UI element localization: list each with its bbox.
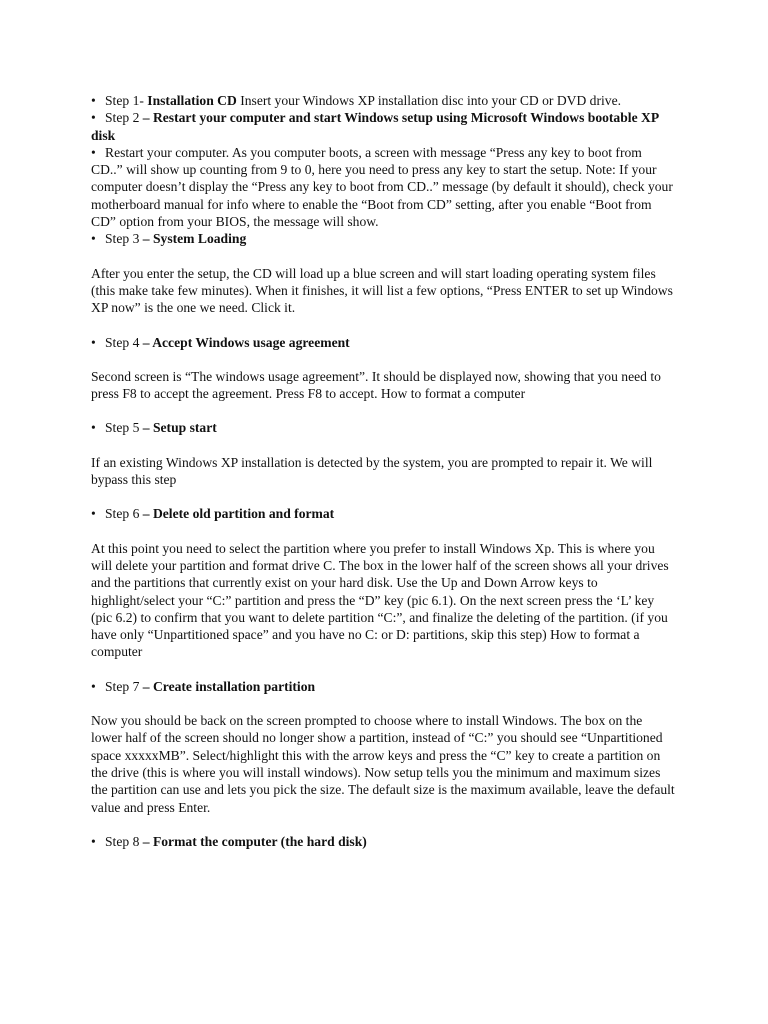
step-4-title: – Accept Windows usage agreement xyxy=(142,334,350,350)
bullet-icon: • xyxy=(91,110,96,126)
step-3 xyxy=(91,230,676,247)
bullet-icon: • xyxy=(91,678,96,694)
spacer xyxy=(91,317,676,334)
step-1 xyxy=(91,92,676,109)
step-2-detail-text: Restart your computer. As you computer boots, a screen with message “Press any key to boot from CD..” will show up counting from 9 to 0, here you need to press any key to start the setup. Note: If your computer doesn’t display the “Press any key to boot from CD..” message (by default it should), check your motherboard manual for info where to enable the “Boot from CD” setting, after you enable “Boot from CD” option from your BIOS, the message will show. xyxy=(91,144,673,230)
spacer xyxy=(91,523,676,540)
step-7-prefix: Step 7 xyxy=(105,678,143,694)
bullet-icon: • xyxy=(91,144,96,160)
step-1-body: Insert your Windows XP installation disc into your CD or DVD drive. xyxy=(236,93,622,108)
step-1-title: Installation CD xyxy=(147,93,237,108)
step-4-prefix: Step 4 xyxy=(105,334,143,350)
step-8-prefix: Step 8 xyxy=(105,833,143,849)
step-5 xyxy=(91,419,676,436)
bullet-icon: • xyxy=(91,833,96,849)
bullet-icon: • xyxy=(91,231,96,247)
spacer xyxy=(91,351,676,368)
step-2-detail xyxy=(91,144,676,230)
bullet-icon: • xyxy=(91,334,96,350)
step-5-prefix: Step 5 xyxy=(105,420,143,436)
step-3-paragraph: After you enter the setup, the CD will load up a blue screen and will start loading operating system files (this make take few minutes). When it finishes, it will list a few options, “Press ENTER to set up Windows XP now” is the one we need. Click it. xyxy=(91,265,673,316)
spacer xyxy=(91,437,676,454)
spacer xyxy=(91,661,676,678)
step-2-prefix: Step 2 xyxy=(105,110,143,126)
step-8-title: – Format the computer (the hard disk) xyxy=(142,833,367,849)
spacer xyxy=(91,402,676,419)
document-body xyxy=(91,92,676,850)
step-6-paragraph: At this point you need to select the partition where you prefer to install Windows Xp. This is where you will delete your partition and format drive C. The box in the lower half of the screen shows all your drives and the partitions that currently exist on your hard disk. Use the Up and Down Arrow keys to highlight/select your “C:” partition and press the “D” key (pic 6.1). On the next screen press the ‘L’ key (pic 6.2) to confirm that you want to delete partition “C:”, and finalize the deleting of the partition. (if you have only “Unpartitioned space” and you have no C: or D: partitions, skip this step) How to format a computer xyxy=(91,540,669,660)
step-4 xyxy=(91,334,676,351)
step-7 xyxy=(91,678,676,695)
step-2 xyxy=(91,109,676,144)
bullet-icon: • xyxy=(91,93,96,108)
step-5-paragraph: If an existing Windows XP installation is detected by the system, you are prompted to repair it. We will bypass this step xyxy=(91,454,653,488)
step-7-title: – Create installation partition xyxy=(142,678,316,694)
spacer xyxy=(91,488,676,505)
bullet-icon: • xyxy=(91,420,96,436)
step-7-paragraph: Now you should be back on the screen prompted to choose where to install Windows. The box on the lower half of the screen should no longer show a partition, instead of “C:” you should see “Unpartitioned space xxxxxMB”. Select/highlight this with the arrow keys and press the “C” key to create a partition on the drive (this is where you will install windows). Now setup tells you the minimum and maximum sizes the partition can use and lets you pick the size. The default size is the maximum available, leave the default value and press Enter. xyxy=(91,713,675,815)
step-2-title: – Restart your computer and start Windows setup using Microsoft Windows bootable XP disk xyxy=(91,110,659,143)
step-5-title: – Setup start xyxy=(142,420,217,436)
step-6-prefix: Step 6 xyxy=(105,506,143,522)
step-3-prefix: Step 3 xyxy=(105,231,143,247)
step-8 xyxy=(91,833,676,850)
step-6-title: – Delete old partition and format xyxy=(142,506,335,522)
step-6 xyxy=(91,505,676,522)
spacer xyxy=(91,695,676,712)
step-1-prefix: Step 1- xyxy=(105,93,148,108)
spacer xyxy=(91,816,676,833)
spacer xyxy=(91,248,676,265)
bullet-icon: • xyxy=(91,506,96,522)
step-4-paragraph: Second screen is “The windows usage agreement”. It should be displayed now, showing that you need to press F8 to accept the agreement. Press F8 to accept. How to format a computer xyxy=(91,368,661,402)
step-3-title: – System Loading xyxy=(142,231,247,247)
